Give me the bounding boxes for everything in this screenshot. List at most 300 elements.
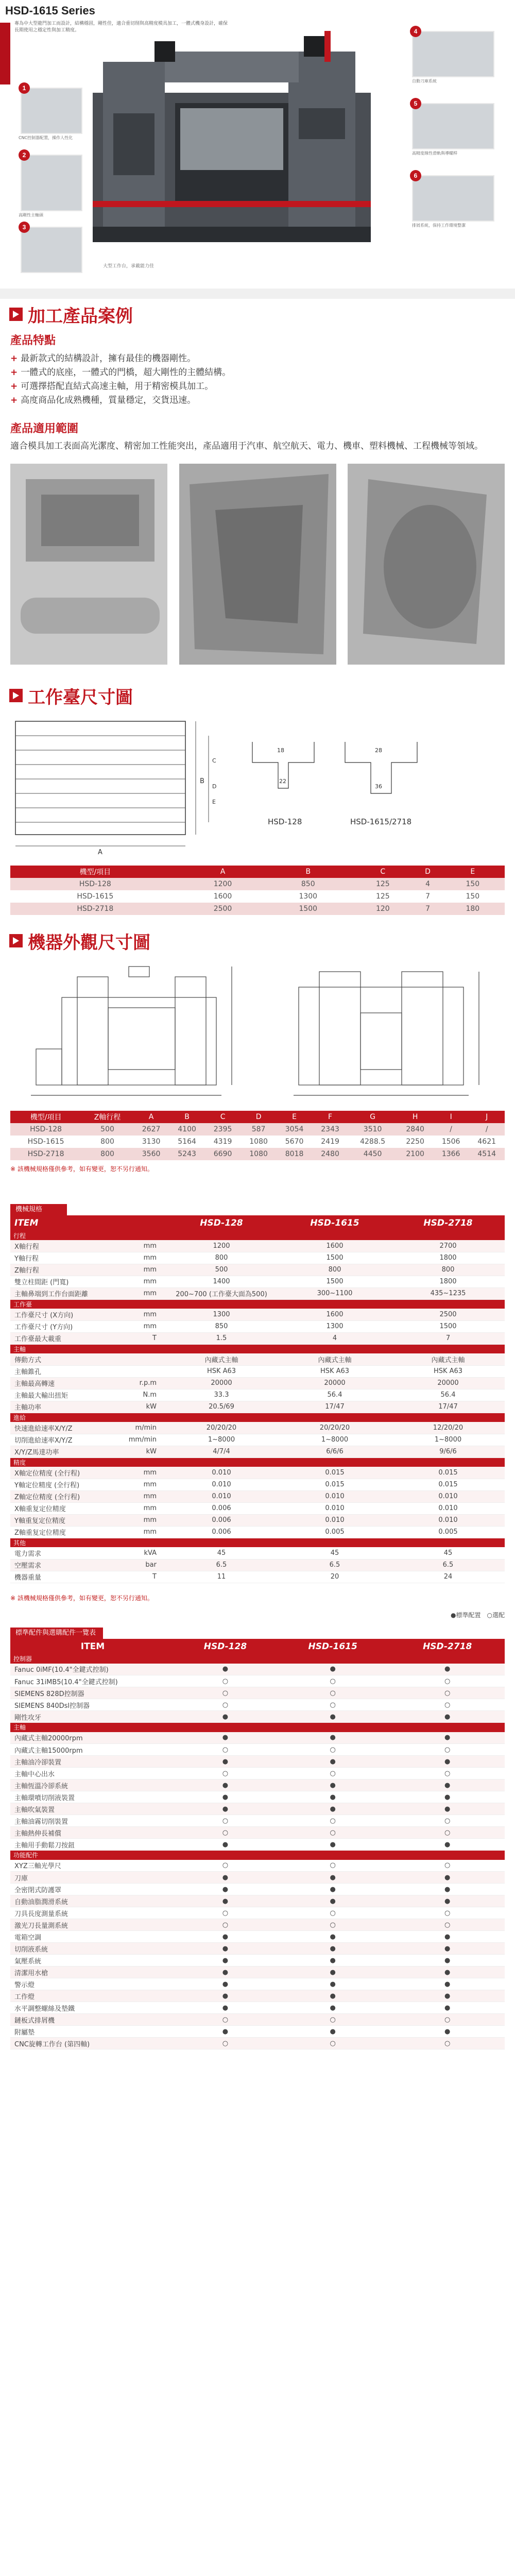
spec-value: 500 [165,1264,278,1276]
spec-value: HSK A63 [391,1365,505,1377]
table-header: D [415,866,440,878]
spec-label: X/Y/Z馬達功率 [10,1446,113,1458]
option-mark: ○ [390,1815,505,1827]
spec-value: 24 [391,1571,505,1583]
dimension-label-c: C [212,757,216,764]
callout-number: 6 [410,170,421,181]
table-header: I [433,1111,469,1123]
spec-row [10,1559,505,1571]
cell: 7 [425,892,430,901]
spec-row [10,1276,505,1287]
spec-value: 20000 [391,1377,505,1389]
spec-value: 20.5/69 [165,1401,278,1413]
applications-text: 適合模具加工表面高光潔度、精密加工性能突出，產品適用于汽車、航空航天、電力、機車、塑料機械、工程機械等領域。 [10,441,483,451]
option-label: CNC旋轉工作台 (第四軸) [10,2038,175,2049]
table-drawing [10,711,505,866]
spec-label: 雙立柱間距 (門寬) [10,1276,113,1287]
product-photo-1 [10,464,167,665]
cell: HSD-1615 [77,892,114,901]
spec-value: 0.006 [165,1514,278,1526]
dimension-label-e: E [212,799,216,805]
option-label: Fanuc 0iMF(10.4"全鍵式控制) [10,1664,175,1675]
table-row [10,1136,505,1148]
spec-value: 800 [278,1264,391,1276]
spec-value: 12/20/20 [391,1422,505,1434]
option-mark: ○ [276,1768,390,1780]
option-row [10,1780,505,1791]
option-label: 剛性攻牙 [10,1711,175,1723]
option-row [10,1791,505,1803]
cell: 180 [441,903,505,915]
feature-item: + 最新款式的結構設計，擁有最佳的機器剛性。 [10,352,505,366]
spec-value: 0.006 [165,1526,278,1538]
option-mark: ● [390,1884,505,1895]
spec-value: 1500 [278,1252,391,1264]
spec-row [10,1353,505,1365]
detail-photo-5 [412,103,494,149]
spec-value: 1400 [165,1276,278,1287]
option-mark: ● [390,1872,505,1884]
option-mark: ○ [390,1768,505,1780]
spec-row [10,1264,505,1276]
section-products-header [0,299,515,330]
cell: 1080 [241,1148,277,1160]
option-mark: ○ [276,1675,390,1687]
table-header: B [265,866,351,878]
detail-photo-4 [412,31,494,77]
spec-value: 內藏式主軸 [391,1353,505,1365]
spec-label: 工作臺最大載重 [10,1332,113,1344]
detail-caption: 排屑系統，保持工作環境整潔 [412,223,466,228]
column-header: HSD-128 [175,1639,276,1654]
dimension-label-d: D [212,783,217,790]
callout-number: 2 [19,149,30,161]
option-label: 激光刀長量測系統 [10,1919,175,1931]
cell: 4514 [469,1148,505,1160]
spec-value: 內藏式主軸 [278,1353,391,1365]
option-group-label: 控制器 [10,1654,505,1664]
cell: 7 [415,903,440,915]
option-mark: ● [175,1955,276,1967]
spec-value: HSK A63 [165,1365,278,1377]
spec-value: 內藏式主軸 [165,1353,278,1365]
spec-value: 0.010 [165,1467,278,1479]
spec-row [10,1547,505,1559]
cell: 2500 [180,903,266,915]
spec-value: 1500 [391,1320,505,1332]
table-header: B [169,1111,205,1123]
option-mark: ● [276,2026,390,2038]
cell: 3510 [348,1123,398,1136]
spec-label: 主軸最高轉速 [10,1377,113,1389]
option-label: 全密閉式防護罩 [10,1884,175,1895]
detail-photo-2 [21,155,82,211]
spec-value: 0.010 [278,1514,391,1526]
cell: 2395 [205,1123,241,1136]
detail-caption: 高精度線性滑軌與導螺桿 [412,151,457,156]
column-header: HSD-1615 [276,1639,390,1654]
option-mark: ● [390,1711,505,1723]
spec-value: 800 [165,1252,278,1264]
spec-label: 機器重量 [10,1571,113,1583]
option-label: 切削液系統 [10,1943,175,1955]
option-mark: ○ [390,1907,505,1919]
specs-tag: 機械規格 [10,1204,67,1215]
features-title: 產品特點 [10,334,56,347]
spec-unit: kW [113,1401,165,1413]
option-mark: ● [276,1664,390,1675]
option-mark: ● [175,1839,276,1851]
cell: 2250 [406,1138,424,1146]
spec-unit: mm [113,1287,165,1299]
spec-value: 1300 [278,1320,391,1332]
spec-label: 工作臺尺寸 (X方向) [10,1309,113,1320]
cell: 2627 [133,1123,169,1136]
dimension-label-b: B [200,777,204,785]
spec-row [10,1467,505,1479]
option-mark: ● [276,1711,390,1723]
spec-value: 20000 [278,1377,391,1389]
option-row [10,1732,505,1744]
table-header: C [205,1111,241,1123]
section-title: 工作臺尺寸圖 [28,687,133,708]
spec-value: 850 [165,1320,278,1332]
spec-value: 45 [165,1547,278,1559]
spec-unit [113,1365,165,1377]
option-mark: ● [276,1780,390,1791]
spec-unit: mm [113,1240,165,1252]
cell: HSD-2718 [10,903,180,915]
spec-value: 435~1235 [391,1287,505,1299]
option-mark: ● [276,1931,390,1943]
spec-label: 主軸功率 [10,1401,113,1413]
spec-value: 45 [391,1547,505,1559]
spec-value: 56.4 [391,1389,505,1401]
option-row [10,1955,505,1967]
option-mark: ● [175,1791,276,1803]
callout-number: 4 [410,26,421,37]
option-mark: ○ [390,2014,505,2026]
t-slot-dim: 36 [375,783,382,790]
option-mark: ● [390,1967,505,1978]
cell: HSD-128 [10,878,180,890]
option-label: SIEMENS 828D控制器 [10,1687,175,1699]
option-mark: ○ [175,1860,276,1872]
spec-value: 300~1100 [278,1287,391,1299]
option-mark: ● [276,1943,390,1955]
cell: 1500 [265,903,351,915]
spec-label: 主軸錐孔 [10,1365,113,1377]
option-row [10,2038,505,2049]
spec-label: Z軸定位精度 (全行程) [10,1490,113,1502]
option-row [10,1919,505,1931]
spec-group-label: 其他 [10,1538,505,1547]
spec-label: X軸重复定位精度 [10,1502,113,1514]
option-mark: ● [175,1884,276,1895]
spec-unit: mm [113,1320,165,1332]
column-header: HSD-2718 [390,1639,505,1654]
option-mark: ○ [276,2038,390,2049]
column-header: HSD-1615 [278,1215,391,1231]
callout-number: 3 [19,222,30,233]
option-mark: ○ [175,2038,276,2049]
spec-group-row [10,1458,505,1467]
spec-value: 11 [165,1571,278,1583]
cell: 500 [81,1123,133,1136]
option-label: 警示燈 [10,1978,175,1990]
option-label: 主軸吹氣裝置 [10,1803,175,1815]
spec-value: 0.010 [391,1502,505,1514]
option-mark: ○ [276,1907,390,1919]
spec-value: 0.015 [391,1467,505,1479]
option-mark: ● [175,1756,276,1768]
cell: 5243 [169,1148,205,1160]
option-mark: ● [175,1978,276,1990]
cell: / [433,1123,469,1136]
option-mark: ○ [276,2014,390,2026]
option-group-row [10,1723,505,1732]
cell: 1080 [249,1138,268,1146]
spec-value: 0.010 [391,1490,505,1502]
option-mark: ● [390,1955,505,1967]
spec-value: 0.015 [278,1467,391,1479]
series-title: HSD-1615 Series [5,4,95,17]
option-label: 鏈板式排屑機 [10,2014,175,2026]
spec-label: Z軸重复定位精度 [10,1526,113,1538]
spec-value: 6/6/6 [278,1446,391,1458]
option-row [10,2026,505,2038]
option-row [10,1990,505,2002]
table-header: A [133,1111,169,1123]
option-mark: ● [175,1943,276,1955]
spec-value: 4/7/4 [165,1446,278,1458]
option-label: 水平調整螺絲及墊鐵 [10,2002,175,2014]
section-arrow-icon [9,308,23,321]
option-label: SIEMENS 840Dsl控制器 [10,1699,175,1711]
spec-label: 快速進給速率X/Y/Z [10,1422,113,1434]
table-header: E [277,1111,313,1123]
cell: 2840 [397,1123,433,1136]
option-mark: ○ [276,1919,390,1931]
spec-value: 1800 [391,1252,505,1264]
cell: 850 [265,878,351,890]
column-header: HSD-128 [165,1215,278,1231]
machine-drawing [10,956,505,1111]
option-mark: ● [175,2026,276,2038]
option-row [10,1756,505,1768]
section-machine-dims-header [0,925,515,956]
disclaimer-note: ※ 該機械規格僅供參考，如有變更，恕不另行通知。 [10,1165,153,1173]
cell: 1300 [299,892,318,901]
spec-value: 2500 [391,1309,505,1320]
spec-row [10,1389,505,1401]
option-label: 清潔用水槍 [10,1967,175,1978]
spec-value: 2700 [391,1240,505,1252]
product-features [0,332,515,453]
applications-title: 產品適用範圍 [10,422,79,435]
option-mark: ● [390,1803,505,1815]
spec-value: 20000 [165,1377,278,1389]
option-label: 氣壓系統 [10,1955,175,1967]
spec-row [10,1490,505,1502]
option-row [10,2014,505,2026]
spec-value: 20/20/20 [165,1422,278,1434]
option-mark: ○ [276,1744,390,1756]
spec-unit: mm [113,1526,165,1538]
spec-label: 主軸最大輸出扭矩 [10,1389,113,1401]
option-label: 刀具長度測量系統 [10,1907,175,1919]
option-mark: ○ [390,1699,505,1711]
spec-value: 0.005 [278,1526,391,1538]
spec-group-label: 主軸 [10,1344,505,1353]
option-label: Fanuc 31iMB5(10.4"全鍵式控制) [10,1675,175,1687]
option-mark: ● [276,1803,390,1815]
spec-unit: mm [113,1479,165,1490]
option-group-row [10,1654,505,1664]
spec-value: 6.5 [278,1559,391,1571]
spec-unit: kVA [113,1547,165,1559]
spec-label: Y軸定位精度 (全行程) [10,1479,113,1490]
spec-group-label: 進給 [10,1413,505,1422]
option-row [10,1675,505,1687]
spec-value: 20/20/20 [278,1422,391,1434]
option-mark: ○ [390,1827,505,1839]
option-mark: ● [390,1780,505,1791]
drawing-caption: HSD-128 [268,817,302,826]
product-photo-2 [179,464,336,665]
option-row [10,1803,505,1815]
option-label: 內藏式主軸20000rpm [10,1732,175,1744]
option-group-row [10,1851,505,1860]
spec-unit: r.p.m [113,1377,165,1389]
spec-value: 1200 [165,1240,278,1252]
cell: 150 [441,878,505,890]
cell: / [469,1123,505,1136]
detail-photo-6 [412,175,494,222]
spec-group-row [10,1231,505,1240]
spec-unit: kW [113,1446,165,1458]
table-header: H [397,1111,433,1123]
cell: 1600 [213,892,232,901]
spec-row [10,1320,505,1332]
feature-item: + 一體式的底座，一體式的門橋，超大剛性的主體結構。 [10,366,505,380]
option-mark: ○ [175,1827,276,1839]
spec-value: 1500 [278,1276,391,1287]
spec-unit: mm [113,1276,165,1287]
option-row [10,1895,505,1907]
table-header: D [241,1111,277,1123]
spec-label: Y軸行程 [10,1252,113,1264]
option-row [10,1815,505,1827]
option-mark: ● [276,1791,390,1803]
column-header: ITEM [10,1639,175,1654]
table-dimensions-table [10,866,505,915]
spec-value: 17/47 [391,1401,505,1413]
option-mark: ● [390,1756,505,1768]
spec-row [10,1479,505,1490]
option-mark: ● [390,1931,505,1943]
option-label: 主軸油霧切削裝置 [10,1815,175,1827]
option-mark: ○ [390,2038,505,2049]
option-mark: ● [175,1872,276,1884]
cell: 1200 [180,878,266,890]
dimension-label-a: A [98,849,102,856]
detail-caption: CNC控制器配置，操作人性化 [19,135,73,140]
table-header: 機型/項目 [10,1111,81,1123]
table-header: E [441,866,505,878]
cell: 2419 [321,1138,339,1146]
spec-value: 0.005 [391,1526,505,1538]
cell: 125 [351,878,415,890]
detail-caption: 高剛性主軸頭 [19,213,43,217]
option-mark: ● [276,2002,390,2014]
cell: 3560 [133,1148,169,1160]
spec-value: 6.5 [391,1559,505,1571]
cell: 800 [100,1138,114,1146]
option-row [10,2002,505,2014]
option-mark: ● [175,1895,276,1907]
spec-unit [113,1353,165,1365]
spec-value: 45 [278,1547,391,1559]
table-header: J [469,1111,505,1123]
t-slot-dim: 28 [375,747,382,754]
table-header: A [180,866,266,878]
spec-row [10,1422,505,1434]
option-label: 主軸油冷卻裝置 [10,1756,175,1768]
table-header: 機型/項目 [10,866,180,878]
option-mark: ● [276,1955,390,1967]
spec-value: 1~8000 [278,1434,391,1446]
option-mark: ○ [175,1687,276,1699]
cell: HSD-2718 [10,1148,81,1160]
spec-value: 6.5 [165,1559,278,1571]
option-mark: ○ [390,1860,505,1872]
spec-value: 0.010 [165,1479,278,1490]
drawing-caption: HSD-1615/2718 [350,817,412,826]
option-mark: ○ [390,1675,505,1687]
spec-row [10,1526,505,1538]
machine-image [82,31,391,258]
option-label: 自動油脂潤滑系統 [10,1895,175,1907]
spec-unit: T [113,1571,165,1583]
spec-row [10,1252,505,1264]
cell: 4 [415,878,440,890]
spec-row [10,1446,505,1458]
option-row [10,1943,505,1955]
option-mark: ○ [175,1675,276,1687]
option-label: 內藏式主軸15000rpm [10,1744,175,1756]
section-title: 機器外觀尺寸圖 [28,932,150,953]
spec-value: 0.010 [165,1490,278,1502]
option-mark: ● [276,1895,390,1907]
spec-value: 1600 [278,1309,391,1320]
spec-row [10,1240,505,1252]
spec-value: 0.010 [278,1502,391,1514]
callout-number: 5 [410,98,421,109]
spec-unit: mm [113,1309,165,1320]
cell: 5164 [178,1138,196,1146]
spec-unit: mm [113,1252,165,1264]
option-label: 主軸環噴切削液裝置 [10,1791,175,1803]
spec-row [10,1401,505,1413]
spec-group-row [10,1344,505,1353]
option-mark: ○ [175,1907,276,1919]
option-row [10,1884,505,1895]
spec-label: 空壓需求 [10,1559,113,1571]
spec-row [10,1502,505,1514]
option-mark: ○ [276,1687,390,1699]
option-mark: ○ [175,1768,276,1780]
